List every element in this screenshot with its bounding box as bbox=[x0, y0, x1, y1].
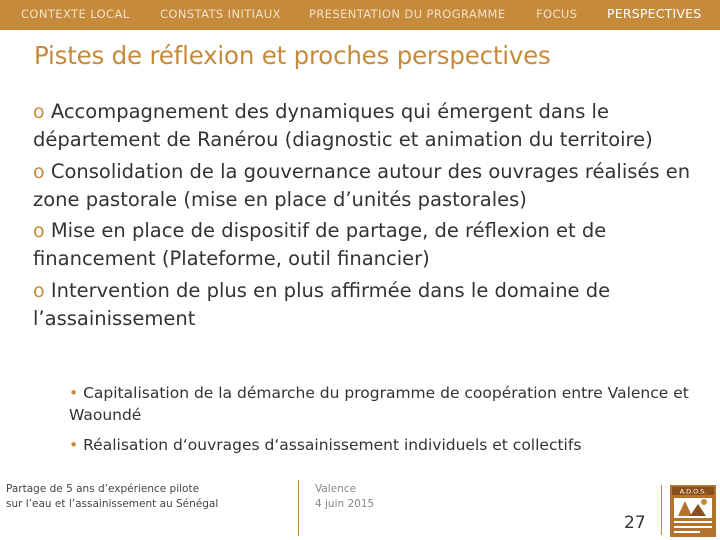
circle-bullet-icon: o bbox=[33, 101, 45, 123]
footer-divider-right bbox=[661, 485, 662, 535]
nav-item-contexte-local[interactable]: CONTEXTE LOCAL bbox=[21, 7, 130, 21]
bullet-item bbox=[33, 277, 693, 333]
bullet-text: Accompagnement des dynamiques qui émergent dans le département de Ranérou (diagnostic et animation du territoire) bbox=[33, 100, 653, 151]
footer-date: 4 juin 2015 bbox=[315, 498, 375, 510]
bullet-item bbox=[33, 217, 693, 273]
bullet-item bbox=[33, 98, 693, 154]
sub-bullet-item bbox=[69, 382, 699, 426]
footer-caption-line2: sur l’eau et l’assainissement au Sénégal bbox=[6, 498, 219, 510]
nav-item-perspectives[interactable]: PERSPECTIVES bbox=[607, 6, 702, 21]
sub-bullet-item bbox=[69, 434, 699, 456]
slide-title: Pistes de réflexion et proches perspectives bbox=[34, 41, 551, 70]
sub-bullet-text: Capitalisation de la démarche du programme de coopération entre Valence et Waoundé bbox=[69, 384, 689, 424]
nav-item-focus[interactable]: FOCUS bbox=[536, 7, 578, 21]
logo-text: A.D.O.S. bbox=[679, 487, 707, 496]
nav-item-presentation-du-programme[interactable]: PRESENTATION DU PROGRAMME bbox=[309, 7, 506, 21]
main-bullet-list bbox=[33, 98, 693, 336]
circle-bullet-icon: o bbox=[33, 279, 45, 302]
dot-bullet-icon: • bbox=[69, 384, 79, 402]
footer-caption bbox=[6, 482, 218, 512]
sub-bullet-list bbox=[69, 382, 699, 464]
sub-bullet-text: Réalisation d‘ouvrages d‘assainissement individuels et collectifs bbox=[83, 436, 582, 454]
nav-item-constats-initiaux[interactable]: CONSTATS INITIAUX bbox=[160, 7, 281, 21]
bullet-item bbox=[33, 158, 693, 214]
bullet-text: Consolidation de la gouvernance autour des ouvrages réalisés en zone pastorale (mise en place d’unités pastorales) bbox=[33, 159, 691, 211]
footer-caption-line1: Partage de 5 ans d’expérience pilote bbox=[6, 483, 200, 495]
dot-bullet-icon: • bbox=[69, 436, 79, 454]
bullet-text: Intervention de plus en plus affirmée dans le domaine de l’assainissement bbox=[33, 278, 611, 330]
footer-location: Valence bbox=[315, 483, 357, 495]
circle-bullet-icon: o bbox=[33, 160, 45, 183]
top-navigation-bar bbox=[0, 0, 720, 30]
footer-divider bbox=[298, 480, 299, 536]
bullet-text: Mise en place de dispositif de partage, de réflexion et de financement (Plateforme, outil financier) bbox=[33, 219, 607, 270]
circle-bullet-icon: o bbox=[33, 220, 45, 242]
footer-date-location bbox=[315, 482, 374, 512]
page-number: 27 bbox=[624, 513, 646, 533]
ados-logo bbox=[670, 485, 716, 537]
